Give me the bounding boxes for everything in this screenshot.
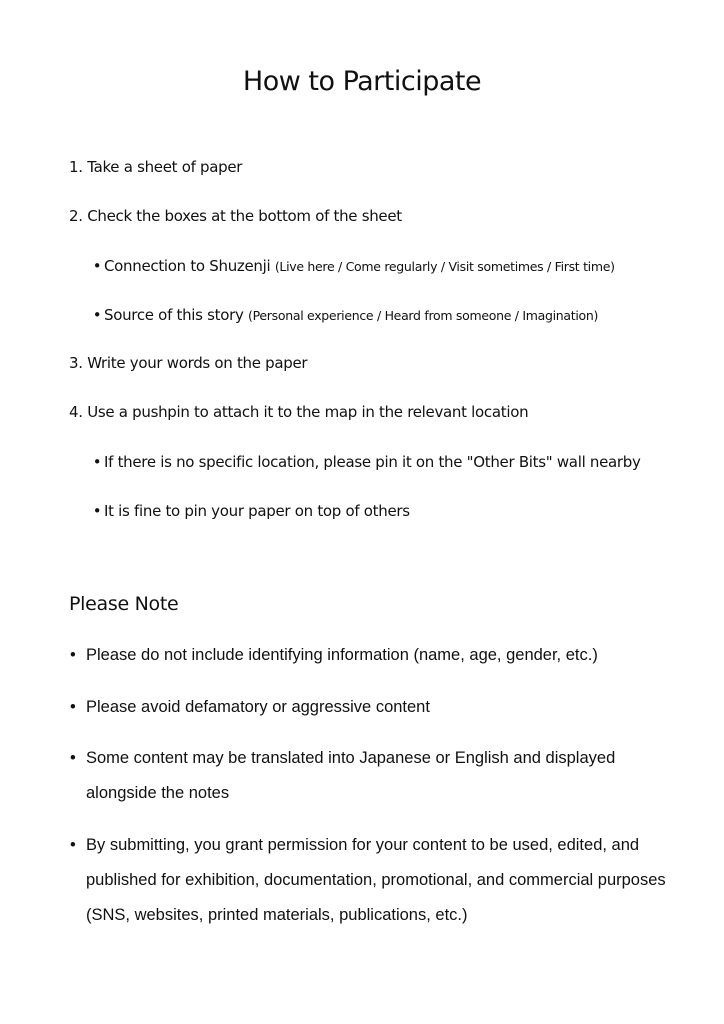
page-title: How to Participate — [242, 66, 482, 97]
sub-detail: (Personal experience / Heard from someone / Imagination) — [248, 308, 599, 323]
sub-detail: (Live here / Come regularly / Visit sometimes / First time) — [274, 259, 615, 274]
note-item — [70, 741, 670, 811]
bullet-icon: • — [92, 502, 102, 520]
bullet-icon: • — [92, 257, 102, 275]
step-number: 2. — [69, 207, 83, 225]
sub-label: It is fine to pin your paper on top of others — [104, 502, 410, 520]
note-text: Please do not include identifying information (name, age, gender, etc.) — [86, 646, 598, 664]
sub-label: Connection to Shuzenji — [104, 257, 271, 275]
step-2-sub-connection — [90, 256, 615, 277]
step-text: Write your words on the paper — [87, 354, 308, 372]
sub-label: Source of this story — [104, 306, 244, 324]
step-3 — [69, 353, 307, 373]
step-number: 4. — [69, 403, 83, 421]
step-text: Use a pushpin to attach it to the map in the relevant location — [87, 403, 529, 421]
note-item — [70, 828, 670, 933]
step-text: Check the boxes at the bottom of the sheet — [87, 207, 402, 225]
step-number: 3. — [69, 354, 83, 372]
bullet-icon: • — [70, 749, 76, 767]
bullet-icon: • — [92, 306, 102, 324]
step-2 — [69, 206, 402, 226]
step-4-sub-overlap — [90, 501, 410, 521]
step-4-sub-no-location — [90, 452, 641, 472]
note-text: Please avoid defamatory or aggressive content — [86, 698, 430, 716]
note-text: Some content may be translated into Japanese or English and displayed alongside the notes — [86, 749, 616, 802]
note-text: By submitting, you grant permission for your content to be used, edited, and published for exhibition, documentation, promotional, and commercial purposes (SNS, websites, printed materials, publications, etc.) — [86, 836, 666, 924]
bullet-icon: • — [70, 836, 76, 854]
step-2-sub-source — [90, 305, 598, 326]
note-item — [70, 690, 670, 725]
bullet-icon: • — [70, 646, 76, 664]
note-heading: Please Note — [69, 593, 179, 615]
step-4 — [69, 402, 528, 422]
note-item — [70, 638, 670, 673]
sub-label: If there is no specific location, please pin it on the "Other Bits" wall nearby — [104, 453, 641, 471]
step-1 — [69, 157, 242, 177]
step-text: Take a sheet of paper — [87, 158, 243, 176]
bullet-icon: • — [70, 698, 76, 716]
step-number: 1. — [69, 158, 83, 176]
bullet-icon: • — [92, 453, 102, 471]
